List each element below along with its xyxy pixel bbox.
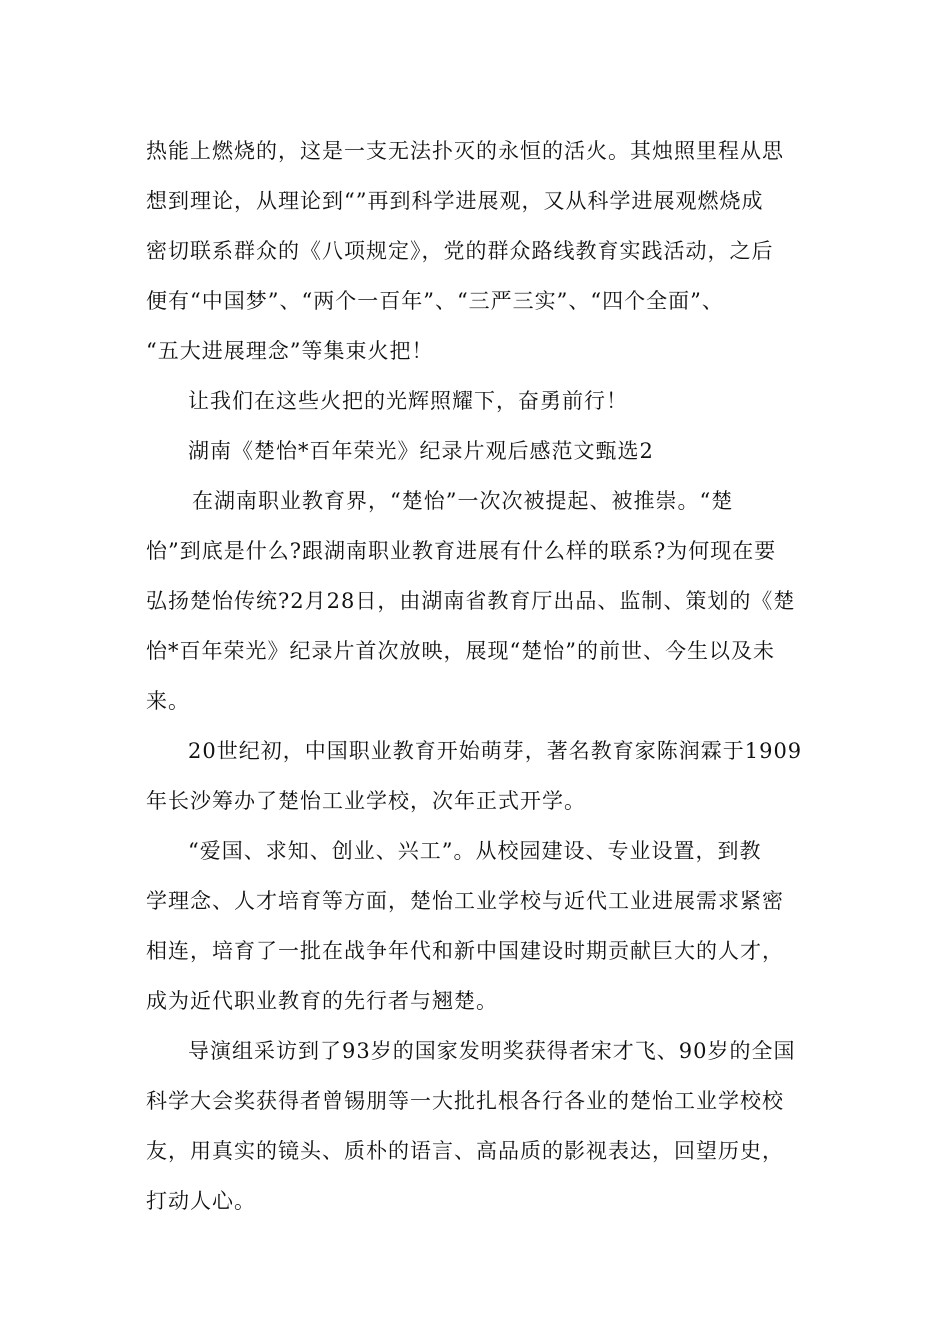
- text-line: 成为近代职业教育的先行者与翘楚。: [146, 989, 498, 1013]
- text-line: 年长沙筹办了楚怡工业学校，次年正式开学。: [146, 789, 586, 813]
- text-line: 导演组采访到了93岁的国家发明奖获得者宋才飞、90岁的全国: [188, 1039, 796, 1063]
- text-line: “爱国、求知、创业、兴工”。从校园建设、专业设置，到教: [188, 839, 762, 863]
- text-line: 学理念、人才培育等方面，楚怡工业学校与近代工业进展需求紧密: [146, 889, 784, 913]
- text-line: 怡”到底是什么?跟湖南职业教育进展有什么样的联系?为何现在要: [146, 539, 777, 563]
- text-line: 科学大会奖获得者曾锡朋等一大批扎根各行各业的楚怡工业学校校: [146, 1089, 784, 1113]
- text-line: 怡*百年荣光》纪录片首次放映，展现“楚怡”的前世、今生以及未: [146, 639, 775, 663]
- text-line: “五大进展理念”等集束火把！: [146, 339, 434, 363]
- text-line: 弘扬楚怡传统?2月28日，由湖南省教育厅出品、监制、策划的《楚: [146, 589, 796, 613]
- section-heading: 湖南《楚怡*百年荣光》纪录片观后感范文甄选2: [188, 439, 654, 463]
- text-line: 便有“中国梦”、“两个一百年”、“三严三实”、“四个全面”、: [146, 289, 724, 313]
- text-line: 20世纪初，中国职业教育开始萌芽，著名教育家陈润霖于1909: [188, 739, 803, 763]
- text-line: 来。: [146, 689, 190, 713]
- text-line: 想到理论，从理论到“”再到科学进展观，又从科学进展观燃烧成: [146, 189, 764, 213]
- text-line: 相连，培育了一批在战争年代和新中国建设时期贡献巨大的人才，: [146, 939, 784, 963]
- text-line: 密切联系群众的《八项规定》，党的群众路线教育实践活动，之后: [146, 239, 774, 263]
- text-line: 让我们在这些火把的光辉照耀下，奋勇前行！: [188, 389, 628, 413]
- text-line: 打动人心。: [146, 1189, 256, 1213]
- text-line: 友，用真实的镜头、质朴的语言、高品质的影视表达，回望历史，: [146, 1139, 784, 1163]
- text-line: 在湖南职业教育界，“楚怡”一次次被提起、被推崇。“楚: [192, 489, 734, 513]
- text-line: 热能上燃烧的，这是一支无法扑灭的永恒的活火。其烛照里程从思: [146, 139, 784, 163]
